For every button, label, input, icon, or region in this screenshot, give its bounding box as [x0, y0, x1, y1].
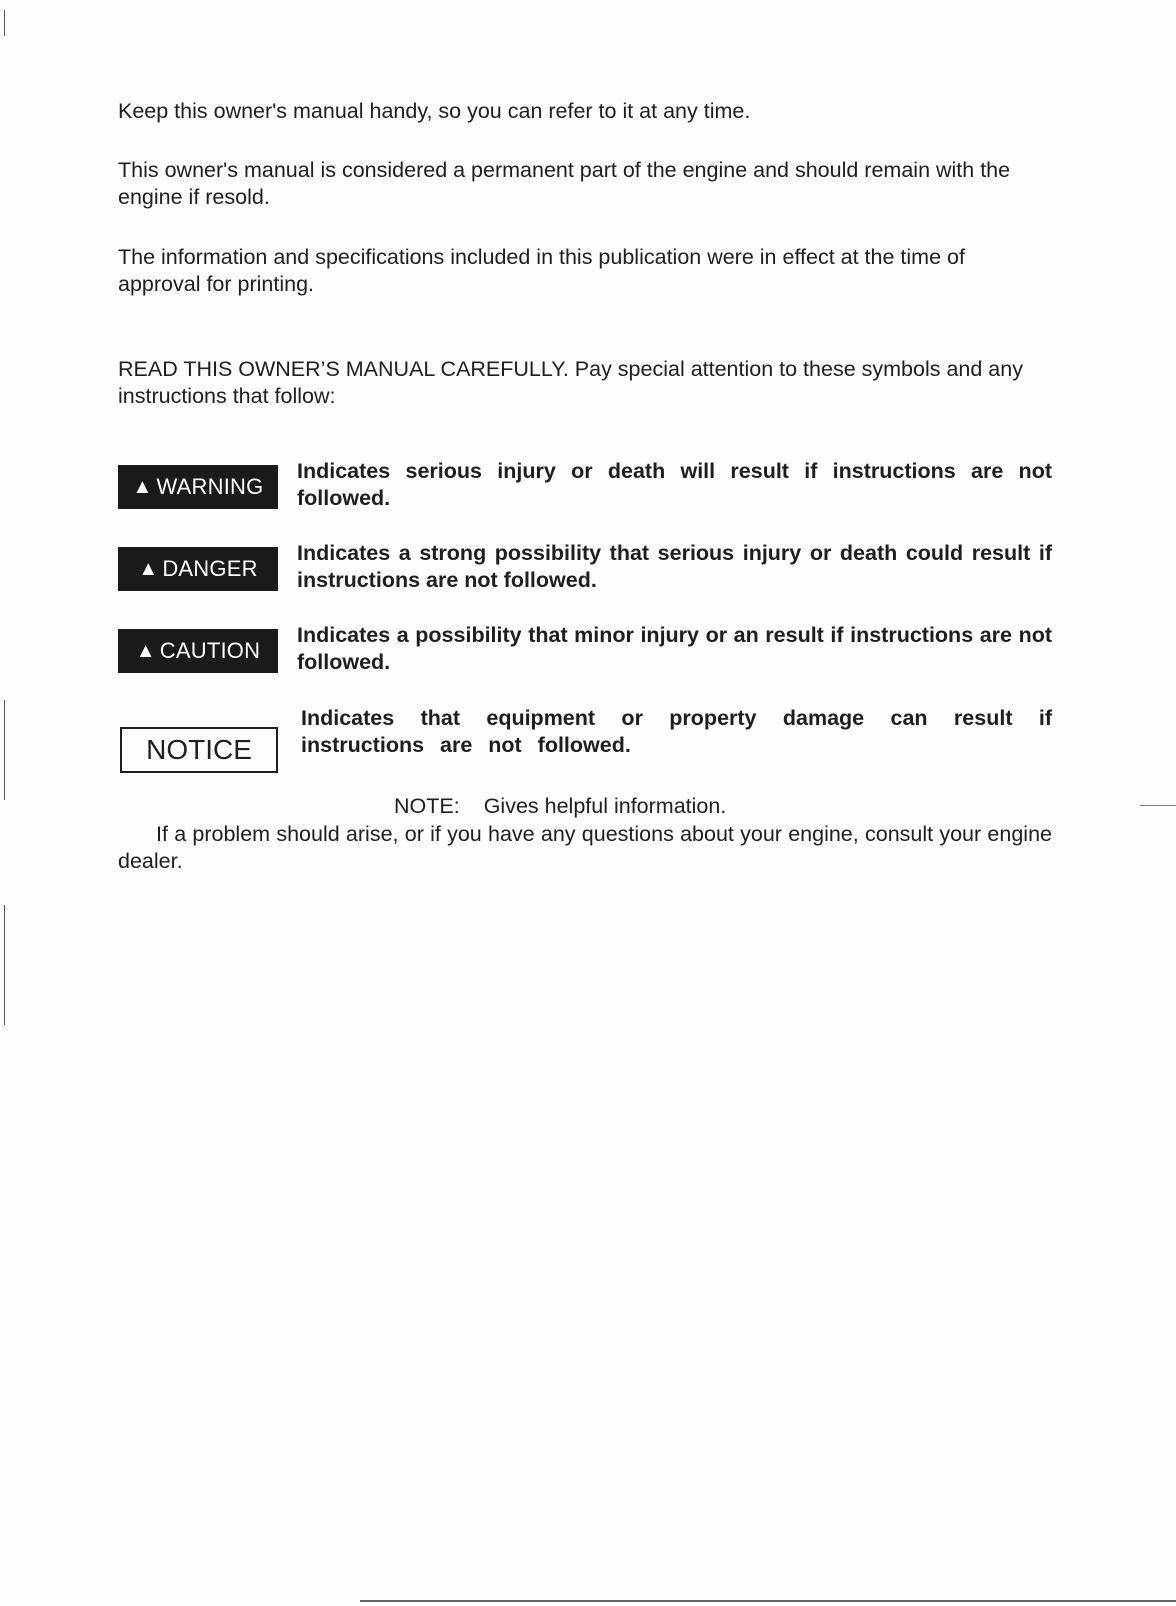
warning-badge [118, 465, 278, 509]
notice-badge [120, 727, 278, 773]
intro-paragraph-specifications: The information and specifications included in this publication were in effect at the time of approval for printing. [118, 245, 965, 296]
closing-paragraph: If a problem should arise, or if you have any questions about your engine, consult your engine dealer. [118, 822, 1052, 873]
intro-paragraph-permanent-part: This owner's manual is considered a permanent part of the engine and should remain with the engine if resold. [118, 158, 1011, 209]
scan-edge-mark [4, 10, 5, 36]
scan-bottom-edge [360, 1600, 1176, 1602]
danger-description: Indicates a strong possibility that serious injury or death could result if instructions are not followed. [297, 541, 1052, 592]
symbol-row-notice [118, 706, 1052, 772]
scan-edge-mark [1140, 805, 1176, 806]
scan-edge-mark [4, 700, 5, 800]
caution-description: Indicates a possibility that minor injury or an result if instructions are not followed. [297, 623, 1052, 674]
warning-triangle-icon: ▲ [138, 558, 159, 580]
caution-badge [118, 629, 278, 673]
notice-description: Indicates that equipment or property damage can result if instructions are not followed. [301, 706, 1052, 757]
note-label: NOTE: [394, 794, 460, 818]
warning-triangle-icon: ▲ [135, 640, 156, 662]
warning-description: Indicates serious injury or death will result if instructions are not followed. [297, 459, 1052, 510]
intro-paragraph-keep-handy: Keep this owner's manual handy, so you can refer to it at any time. [118, 99, 751, 123]
danger-badge [118, 547, 278, 591]
symbol-row-caution [118, 623, 1052, 689]
notice-label: NOTICE [146, 734, 252, 765]
caution-label: CAUTION [159, 638, 261, 663]
symbol-row-warning [118, 459, 1052, 525]
danger-label: DANGER [162, 556, 258, 581]
note-line [394, 793, 726, 820]
warning-triangle-icon: ▲ [132, 476, 153, 498]
scan-edge-mark [4, 905, 5, 1025]
symbol-row-danger [118, 541, 1052, 607]
note-text: Gives helpful information. [483, 794, 727, 818]
warning-label: WARNING [156, 474, 264, 499]
intro-paragraph-read-carefully: READ THIS OWNER’S MANUAL CAREFULLY. Pay special attention to these symbols and any instructions that follow: [118, 357, 1023, 408]
